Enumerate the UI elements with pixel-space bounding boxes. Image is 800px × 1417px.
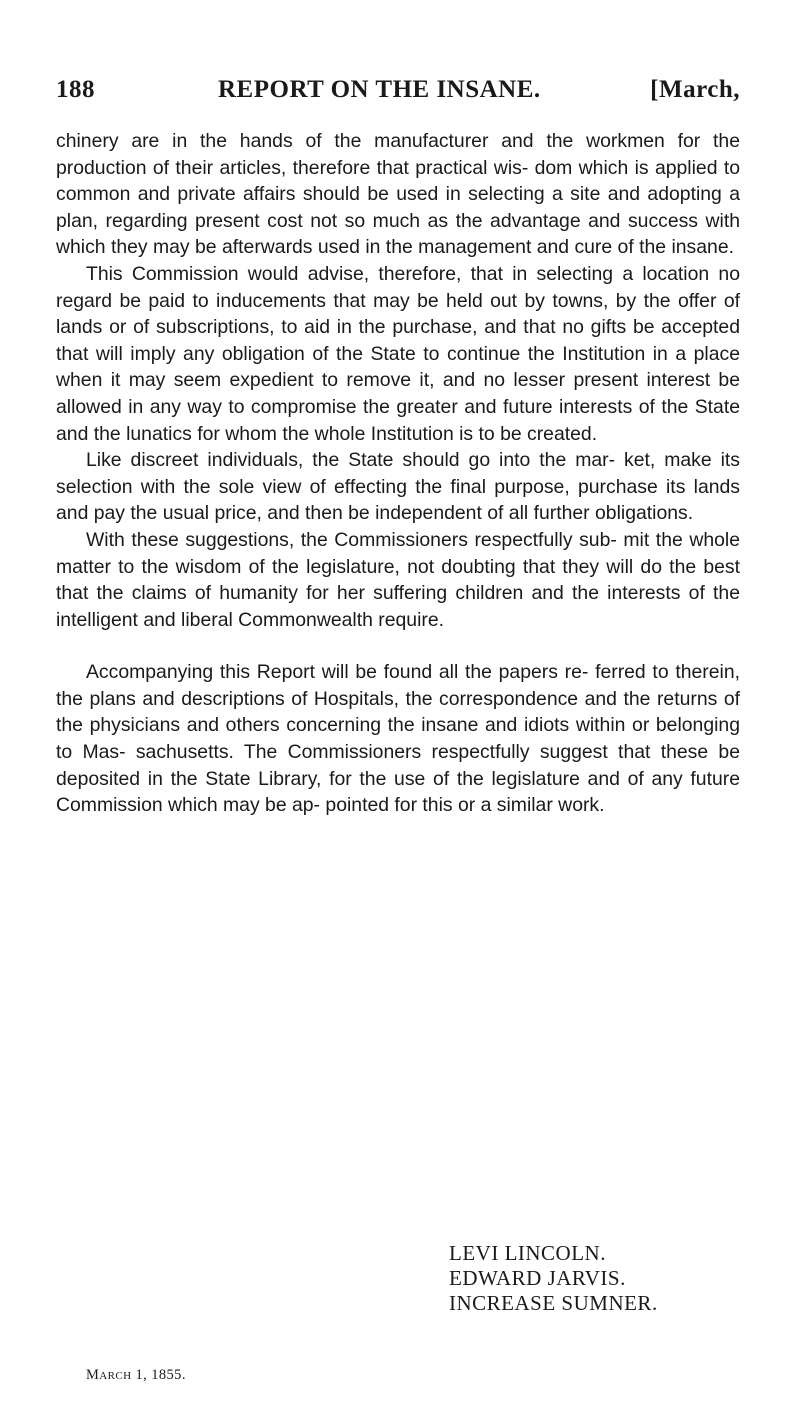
page-number: 188 xyxy=(56,76,95,103)
signature-line: EDWARD JARVIS. xyxy=(449,1266,626,1290)
paragraph-continued: chinery are in the hands of the manufacturer and the workmen for the production of their articles, therefore that practical wis- dom which is applied to common and private affairs should be used in selecting a site and adopting a plan, regarding present cost not so much as the advantage and success with which they may be afterwards used in the management and cure of the insane. xyxy=(56,130,740,259)
signature-block xyxy=(449,1241,658,1316)
signature-line: LEVI LINCOLN. xyxy=(449,1241,606,1265)
paragraph-accompanying: Accompanying this Report will be found all the papers re- ferred to therein, the plans and descriptions of Hospitals, the correspondence and the returns of the physicians and others concerning the insane and idiots within or belonging to Mas- sachusetts. The Commissioners respectfully suggest that these be deposited in the State Library, for the use of the legislature and of any future Commission which may be ap- pointed for this or a similar work. xyxy=(56,661,740,817)
dateline xyxy=(86,1367,186,1384)
paragraph-suggestions: With these suggestions, the Commissioners respectfully sub- mit the whole matter to the wisdom of the legislature, not doubting that they will do the best that the claims of humanity for her suffering children and the interests of the intelligent and liberal Commonwealth require. xyxy=(56,528,740,631)
running-head xyxy=(56,76,740,116)
running-section: [March, xyxy=(650,76,740,103)
running-title: REPORT ON THE INSANE. xyxy=(218,76,541,103)
dateline-text: MARCH 1, 1855. xyxy=(86,1367,186,1383)
paragraph-location-advice: This Commission would advise, therefore, that in selecting a location no regard be paid to inducements that may be held out by towns, by the offer of lands or of subscriptions, to aid in the purchase, and that no gifts be accepted that will imply any obligation of the State to continue the Institution in a place when it may seem expedient to remove it, and no lesser present interest be allowed in any way to compromise the greater and future interests of the State and the lunatics for whom the whole Institution is to be created. xyxy=(56,262,740,445)
paragraph-discreet-individuals: Like discreet individuals, the State should go into the mar- ket, make its selection with the sole view of effecting the final purpose, purchase its lands and pay the usual price, and then be independent of all further obligations. xyxy=(56,449,740,525)
signature-line: INCREASE SUMNER. xyxy=(449,1291,658,1315)
body-text xyxy=(56,128,740,819)
